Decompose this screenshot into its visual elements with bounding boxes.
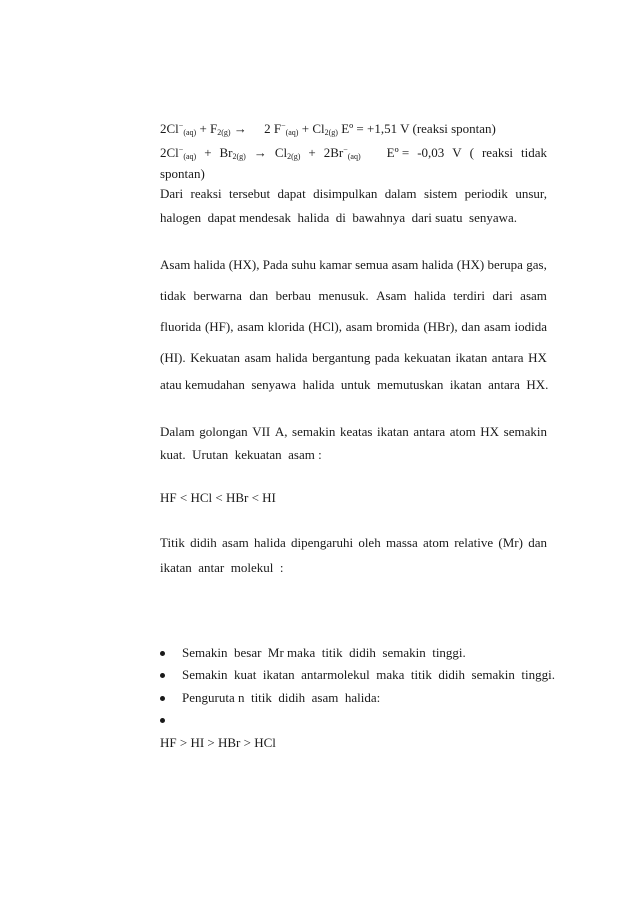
word: halida (275, 350, 308, 365)
eq1-charge-b: − (281, 121, 286, 130)
word: klorida (267, 319, 305, 334)
eq1-potential: Eº = +1,51 V (reaksi spontan) (337, 121, 496, 136)
word: fluorida (160, 319, 202, 334)
eq2-product-cl (275, 145, 301, 161)
bullet-dot-icon (160, 696, 165, 701)
eq1-product-b: 2 F (264, 121, 282, 136)
word: oleh (358, 535, 381, 550)
word: iodida (514, 319, 547, 334)
eq2-plus-2: + (308, 145, 316, 160)
word: (HF), (204, 319, 234, 334)
bullet-text: Semakin besar Mr maka titik didih semakin tinggi. (182, 645, 466, 660)
eq1-state-f: 2(g) (217, 128, 231, 137)
bullet-text: Semakin kuat ikatan antarmolekul maka titik didih semakin tinggi. (182, 667, 555, 682)
word: (HX), (228, 257, 260, 272)
word: Pada (262, 257, 289, 272)
equation-1 (160, 121, 547, 137)
word: asam (520, 288, 547, 303)
eq2-cl-text: Cl (274, 145, 288, 160)
paragraph-3-line-2: kuat. Urutan kekuatan asam : (160, 447, 322, 462)
word: (Mr) (498, 535, 523, 550)
word: semakin (503, 424, 547, 439)
eq2-unit: V (452, 145, 462, 160)
equation-2 (160, 145, 547, 161)
bullet-text: Penguruta n titik didih asam halida: (182, 690, 381, 705)
word: golongan (199, 424, 248, 439)
word: dipengaruhi (290, 535, 354, 550)
paragraph-4-line-1 (160, 535, 547, 551)
eq2-a-state: (aq) (183, 152, 197, 161)
eq1-state-a: (aq) (183, 128, 197, 137)
word: atom (449, 424, 476, 439)
word: A, (274, 424, 288, 439)
word: pada (374, 350, 400, 365)
word: didih (190, 535, 217, 550)
eq2-arrow: → (253, 145, 267, 160)
word: menusuk. (318, 288, 369, 303)
word: keatas (339, 424, 373, 439)
word: berupa (487, 257, 523, 272)
word: berwarna (193, 288, 242, 303)
eq2-plus-1: + (204, 145, 212, 160)
word: atom (422, 535, 449, 550)
word: HX (528, 350, 547, 365)
word: asam (391, 257, 419, 272)
paragraph-3-line-1 (160, 424, 547, 440)
bullet-dot-icon (160, 673, 165, 678)
word: dan (249, 288, 269, 303)
word: bromida (376, 319, 420, 334)
word: massa (385, 535, 418, 550)
word: Asam (376, 288, 407, 303)
paragraph-2-line-3 (160, 319, 547, 335)
paragraph-2-line-2 (160, 288, 547, 304)
eq2-br-text: Br (219, 145, 233, 160)
equation-2-continued: spontan) (160, 166, 205, 181)
word: dan (461, 319, 481, 334)
word: antara (491, 350, 524, 365)
word: asam (483, 319, 511, 334)
acid-strength-order: HF < HCl < HBr < HI (160, 490, 276, 505)
eq2-a-text: 2Cl (160, 145, 179, 160)
paragraph-2-line-1 (160, 257, 547, 273)
word: semakin (292, 424, 336, 439)
word: VII (252, 424, 271, 439)
word: asam (237, 319, 264, 334)
eq1-charge-a: − (178, 121, 184, 130)
word: dan (528, 535, 547, 550)
eq2-br-state: 2(g) (232, 152, 246, 161)
word: reaksi (190, 186, 222, 201)
word: Asam (160, 257, 191, 272)
word: (HX) (456, 257, 485, 272)
word: dalam (384, 186, 417, 201)
eq1-state-cl: 2(g) (324, 128, 338, 137)
word: dapat (277, 186, 306, 201)
word: suhu (291, 257, 316, 272)
word: sistem (423, 186, 458, 201)
boiling-point-order: HF > HI > HBr > HCl (160, 735, 276, 750)
eq2-potential-value: -0,03 (417, 145, 445, 160)
eq1-state-b: (aq) (285, 128, 299, 137)
word: Kekuatan (190, 350, 240, 365)
word: Titik (160, 535, 185, 550)
word: kekuatan (404, 350, 451, 365)
word: Dari (160, 186, 184, 201)
eq1-plus-cl: + Cl (298, 121, 325, 136)
eq1-arrow: → (230, 121, 251, 136)
word: (HBr), (423, 319, 458, 334)
word: terdiri (453, 288, 485, 303)
word: disimpulkan (313, 186, 378, 201)
word: halida (253, 535, 286, 550)
word: ikatan (377, 424, 409, 439)
word: ikatan (455, 350, 488, 365)
word: halida (193, 257, 226, 272)
word: asam (345, 319, 373, 334)
eq2-b-text: 2Br (323, 145, 344, 160)
eq2-paren: ( (469, 145, 474, 160)
word: periodik (464, 186, 508, 201)
word: gas, (526, 257, 547, 272)
word: halida (421, 257, 454, 272)
paragraph-1-line-2: halogen dapat mendesak halida di bawahnya dari suatu senyawa. (160, 210, 518, 225)
paragraph-1-line-1 (160, 186, 547, 202)
word: relative (454, 535, 494, 550)
paragraph-2-line-5: atau kemudahan senyawa halida untuk memutuskan ikatan antara HX. (160, 377, 549, 392)
word: tidak (160, 288, 186, 303)
word: (HI). (160, 350, 186, 365)
word: asam (222, 535, 249, 550)
eq2-product-br (324, 145, 361, 161)
word: kamar (319, 257, 352, 272)
eq2-cl-state: 2(g) (287, 152, 301, 161)
bullet-dot-icon (160, 651, 165, 656)
eq2-b-charge: − (343, 145, 348, 154)
word: HX (480, 424, 500, 439)
word: antara (413, 424, 446, 439)
word: asam (244, 350, 272, 365)
eq2-potential-label: Eº = (386, 145, 410, 160)
eq2-reactant-br (220, 145, 246, 161)
word: semua (355, 257, 389, 272)
eq2-b-state: (aq) (347, 152, 361, 161)
word: berbau (275, 288, 311, 303)
word: Dalam (160, 424, 195, 439)
paragraph-2-line-4 (160, 350, 547, 366)
word: (HCl), (308, 319, 342, 334)
word: tersebut (228, 186, 271, 201)
eq2-word-tidak: tidak (521, 145, 547, 160)
eq2-reactant-a (160, 145, 196, 161)
eq1-reactant-a: 2Cl (160, 121, 179, 136)
eq2-a-charge: − (178, 145, 184, 154)
word: dari (492, 288, 513, 303)
word: halida (413, 288, 446, 303)
bullet-dot-icon (160, 718, 165, 723)
paragraph-4-line-2: ikatan antar molekul : (160, 560, 284, 575)
word: bergantung (312, 350, 371, 365)
word: unsur, (515, 186, 547, 201)
eq1-plus-f: + F (196, 121, 218, 136)
eq2-word-reaksi: reaksi (481, 145, 514, 160)
